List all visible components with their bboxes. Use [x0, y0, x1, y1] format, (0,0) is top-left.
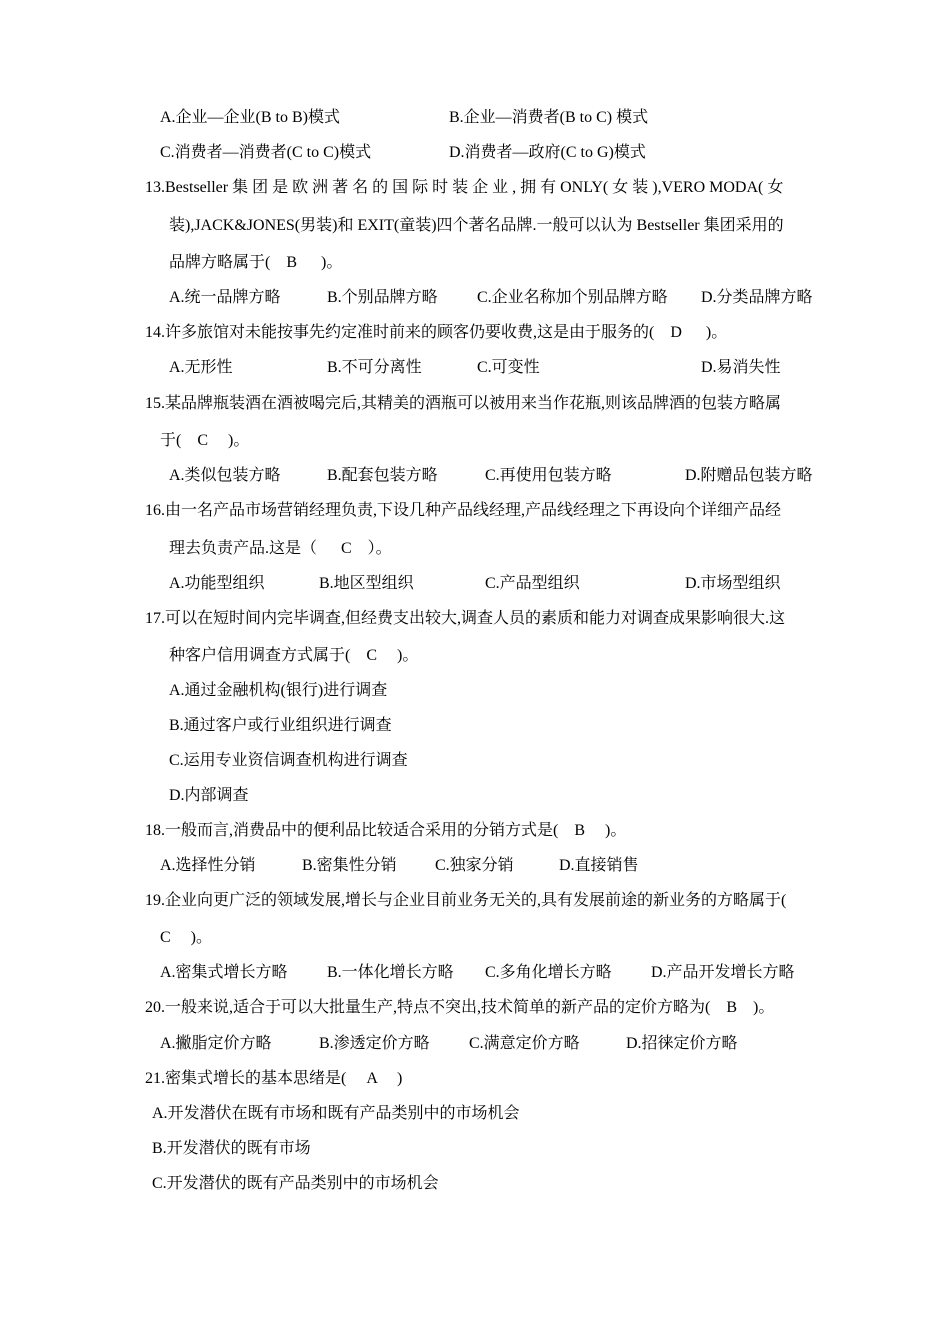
- q15-option-c: C.再使用包装方略: [485, 467, 612, 484]
- q16-option-b: B.地区型组织: [319, 575, 414, 592]
- q21-question-line-1: 21.密集式增长的基本思绪是( A ): [145, 1070, 403, 1087]
- q14-option-c: C.可变性: [477, 359, 540, 376]
- q16-question-line-2: 理去负责产品.这是（ C ）。: [169, 540, 392, 557]
- q14-option-a: A.无形性: [169, 359, 233, 376]
- q14-option-d: D.易消失性: [701, 359, 781, 376]
- q19-option-c: C.多角化增长方略: [485, 964, 612, 981]
- q14-option-b: B.不可分离性: [327, 359, 422, 376]
- q18-option-a: A.选择性分销: [160, 857, 256, 874]
- q19-question-line-1: 19.企业向更广泛的领域发展,增长与企业目前业务无关的,具有发展前途的新业务的方略属于(: [145, 892, 787, 909]
- q20-question-line-1: 20.一般来说,适合于可以大批量生产,特点不突出,技术简单的新产品的定价方略为( B )。: [145, 999, 775, 1016]
- q21-option-a: A.开发潜伏在既有市场和既有产品类别中的市场机会: [152, 1105, 520, 1122]
- q12-option-d: D.消费者—政府(C to G)模式: [449, 144, 646, 161]
- q17-question-line-1: 17.可以在短时间内完毕调查,但经费支出较大,调查人员的素质和能力对调查成果影响很大.这: [145, 610, 786, 627]
- q15-option-a: A.类似包装方略: [169, 467, 281, 484]
- q19-option-d: D.产品开发增长方略: [651, 964, 795, 981]
- q18-question-line-1: 18.一般而言,消费品中的便利品比较适合采用的分销方式是( B )。: [145, 822, 627, 839]
- q20-option-b: B.渗透定价方略: [319, 1035, 430, 1052]
- q17-option-d: D.内部调查: [169, 787, 249, 804]
- q13-question-line-1: 13.Bestseller 集 团 是 欧 洲 著 名 的 国 际 时 装 企 业 , 拥 有 ONLY( 女 装 ),VERO MODA( 女: [145, 179, 784, 196]
- q16-option-c: C.产品型组织: [485, 575, 580, 592]
- q16-option-a: A.功能型组织: [169, 575, 265, 592]
- q20-option-c: C.满意定价方略: [469, 1035, 580, 1052]
- q13-question-line-3: 品牌方略属于( B )。: [169, 254, 343, 271]
- q21-option-c: C.开发潜伏的既有产品类别中的市场机会: [152, 1175, 439, 1192]
- q18-option-c: C.独家分销: [435, 857, 514, 874]
- q18-option-b: B.密集性分销: [302, 857, 397, 874]
- q13-question-line-2: 装),JACK&JONES(男装)和 EXIT(童装)四个著名品牌.一般可以认为 Bestseller 集团采用的: [169, 217, 784, 234]
- q16-question-line-1: 16.由一名产品市场营销经理负责,下设几种产品线经理,产品线经理之下再设向个详细产品经: [145, 502, 782, 519]
- q12-option-b: B.企业—消费者(B to C) 模式: [449, 109, 649, 126]
- q19-question-line-2: C )。: [160, 929, 213, 946]
- q17-option-c: C.运用专业资信调查机构进行调查: [169, 752, 408, 769]
- q20-option-a: A.撇脂定价方略: [160, 1035, 272, 1052]
- q15-option-b: B.配套包装方略: [327, 467, 438, 484]
- q15-question-line-2: 于( C )。: [160, 432, 250, 449]
- q15-option-d: D.附赠品包装方略: [685, 467, 813, 484]
- q17-question-line-2: 种客户信用调查方式属于( C )。: [169, 647, 419, 664]
- q19-option-b: B.一体化增长方略: [327, 964, 454, 981]
- q19-option-a: A.密集式增长方略: [160, 964, 288, 981]
- q20-option-d: D.招徕定价方略: [626, 1035, 738, 1052]
- q13-option-d: D.分类品牌方略: [701, 289, 813, 306]
- q12-option-a: A.企业—企业(B to B)模式: [160, 109, 341, 126]
- q13-option-a: A.统一品牌方略: [169, 289, 281, 306]
- q18-option-d: D.直接销售: [559, 857, 639, 874]
- q16-option-d: D.市场型组织: [685, 575, 781, 592]
- q15-question-line-1: 15.某品牌瓶装酒在酒被喝完后,其精美的酒瓶可以被用来当作花瓶,则该品牌酒的包装方略属: [145, 395, 782, 412]
- q12-option-c: C.消费者—消费者(C to C)模式: [160, 144, 372, 161]
- q13-option-c: C.企业名称加个别品牌方略: [477, 289, 668, 306]
- q13-option-b: B.个别品牌方略: [327, 289, 438, 306]
- q14-question-line-1: 14.许多旅馆对未能按事先约定准时前来的顾客仍要收费,这是由于服务的( D )。: [145, 324, 728, 341]
- q21-option-b: B.开发潜伏的既有市场: [152, 1140, 311, 1157]
- q17-option-a: A.通过金融机构(银行)进行调查: [169, 682, 388, 699]
- q17-option-b: B.通过客户或行业组织进行调查: [169, 717, 392, 734]
